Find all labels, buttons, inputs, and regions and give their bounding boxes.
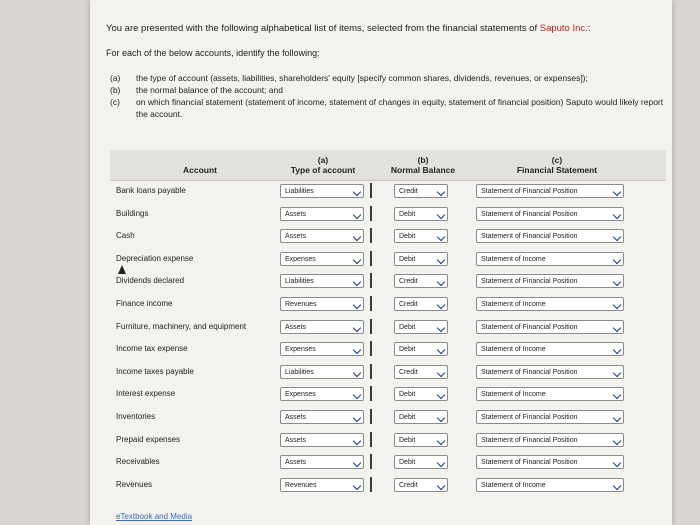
type-dropdown[interactable]: [280, 252, 364, 266]
type-dropdown[interactable]: [280, 320, 364, 334]
chevron-down-icon: [437, 210, 445, 218]
instruction-item: (a) the type of account (assets, liabilities, shareholders' equity [specify common shares, dividends, revenues, or expenses]);: [110, 73, 588, 83]
type-dropdown[interactable]: [280, 478, 364, 492]
mouse-cursor-icon: [118, 265, 126, 274]
statement-value: Statement of Income: [481, 255, 546, 263]
statement-value: Statement of Income: [481, 391, 546, 399]
type-value: Assets: [285, 323, 307, 331]
table-row: [110, 362, 666, 385]
subheading: For each of the below accounts, identify the following:: [106, 48, 320, 58]
table-row: [110, 226, 666, 249]
type-value: Liabilities: [285, 368, 314, 376]
column-divider: [370, 183, 372, 198]
type-value: Revenues: [285, 481, 317, 489]
account-name: Interest expense: [116, 389, 176, 399]
chevron-down-icon: [437, 256, 445, 264]
chevron-down-icon: [353, 436, 361, 444]
account-name: Income taxes payable: [116, 366, 194, 376]
column-divider: [370, 477, 372, 492]
account-name: Depreciation expense: [116, 253, 194, 263]
balance-value: Debit: [399, 413, 416, 421]
type-value: Expenses: [285, 346, 316, 354]
chevron-down-icon: [613, 481, 621, 489]
table-row: [110, 317, 666, 340]
table-row: [110, 475, 666, 498]
account-name: Prepaid expenses: [116, 434, 181, 444]
balance-value: Debit: [399, 323, 416, 331]
type-value: Assets: [285, 459, 307, 467]
statement-value: Statement of Financial Position: [481, 188, 578, 195]
chevron-down-icon: [353, 481, 361, 489]
type-value: Revenues: [285, 300, 317, 308]
chevron-down-icon: [353, 278, 361, 286]
chevron-down-icon: [437, 481, 445, 489]
balance-dropdown[interactable]: [394, 478, 448, 492]
statement-dropdown[interactable]: [476, 297, 624, 311]
chevron-down-icon: [353, 301, 361, 309]
balance-dropdown[interactable]: [394, 455, 448, 469]
statement-dropdown[interactable]: [476, 229, 624, 243]
balance-value: Credit: [399, 278, 418, 286]
table-row: [110, 384, 666, 407]
table-row: [110, 181, 666, 204]
company-name: Saputo Inc.: [539, 23, 588, 34]
table-row: [110, 294, 666, 317]
balance-dropdown[interactable]: [394, 184, 448, 198]
intro-text: You are presented with the following alphabetical list of items, selected from the financial statements of Saputo Inc.:: [106, 23, 591, 34]
balance-value: Debit: [399, 391, 416, 399]
chevron-down-icon: [437, 323, 445, 331]
statement-dropdown[interactable]: [476, 274, 624, 288]
balance-value: Debit: [399, 346, 416, 354]
statement-dropdown[interactable]: [476, 184, 624, 198]
chevron-down-icon: [353, 459, 361, 467]
type-dropdown[interactable]: [280, 207, 364, 221]
account-name: Dividends declared: [116, 276, 185, 286]
balance-dropdown[interactable]: [394, 252, 448, 266]
statement-dropdown[interactable]: [476, 455, 624, 469]
account-name: Finance income: [116, 298, 173, 308]
statement-dropdown[interactable]: [476, 478, 624, 492]
account-name: Revenues: [116, 479, 153, 489]
statement-value: Statement of Financial Position: [481, 368, 578, 376]
balance-value: Credit: [399, 368, 418, 376]
type-dropdown[interactable]: [280, 274, 364, 288]
balance-dropdown[interactable]: [394, 297, 448, 311]
chevron-down-icon: [353, 346, 361, 354]
statement-value: Statement of Financial Position: [481, 278, 578, 286]
column-divider: [370, 206, 372, 221]
statement-value: Statement of Financial Position: [481, 413, 578, 421]
type-value: Assets: [285, 413, 307, 421]
balance-dropdown[interactable]: [394, 387, 448, 401]
balance-value: Debit: [399, 459, 416, 467]
statement-value: Statement of Financial Position: [481, 233, 578, 241]
type-dropdown[interactable]: [280, 297, 364, 311]
column-divider: [370, 228, 372, 243]
column-divider: [370, 409, 372, 424]
header-balance: (b) Normal Balance: [390, 155, 456, 175]
answer-table: [110, 150, 666, 497]
account-name: Receivables: [116, 457, 160, 467]
type-dropdown[interactable]: [280, 365, 364, 379]
account-name: Inventories: [116, 411, 156, 421]
account-name: Income tax expense: [116, 344, 188, 354]
chevron-down-icon: [437, 414, 445, 422]
account-name: Buildings: [116, 208, 149, 218]
header-account: Account: [183, 165, 217, 175]
chevron-down-icon: [613, 256, 621, 264]
chevron-down-icon: [437, 278, 445, 286]
chevron-down-icon: [437, 369, 445, 377]
statement-value: Statement of Financial Position: [481, 459, 578, 467]
table-body: [110, 181, 666, 497]
balance-dropdown[interactable]: [394, 274, 448, 288]
chevron-down-icon: [613, 188, 621, 196]
type-value: Expenses: [285, 391, 316, 399]
table-row: [110, 271, 666, 294]
balance-value: Credit: [399, 188, 418, 195]
statement-value: Statement of Financial Position: [481, 436, 578, 444]
chevron-down-icon: [353, 256, 361, 264]
type-value: Liabilities: [285, 278, 314, 286]
chevron-down-icon: [353, 233, 361, 241]
column-divider: [370, 251, 372, 266]
instruction-item: (c) on which financial statement (statement of income, statement of changes in equity, statement of financial position) Saputo would likely report the account.: [110, 97, 664, 119]
type-value: Expenses: [285, 255, 316, 263]
type-value: Assets: [285, 436, 307, 444]
type-value: Assets: [285, 210, 307, 218]
table-row: [110, 249, 666, 272]
chevron-down-icon: [437, 346, 445, 354]
chevron-down-icon: [353, 188, 361, 196]
type-dropdown[interactable]: [280, 410, 364, 424]
column-divider: [370, 364, 372, 379]
instruction-item: (b) the normal balance of the account; and: [110, 85, 283, 95]
type-value: Liabilities: [285, 188, 314, 195]
statement-dropdown[interactable]: [476, 365, 624, 379]
question-panel: [90, 0, 672, 525]
chevron-down-icon: [613, 233, 621, 241]
statement-value: Statement of Income: [481, 300, 546, 308]
account-name: Cash: [116, 231, 135, 241]
chevron-down-icon: [613, 391, 621, 399]
table-row: [110, 204, 666, 227]
chevron-down-icon: [437, 188, 445, 196]
type-dropdown[interactable]: [280, 342, 364, 356]
balance-value: Debit: [399, 233, 416, 241]
chevron-down-icon: [613, 210, 621, 218]
table-row: [110, 430, 666, 453]
type-dropdown[interactable]: [280, 387, 364, 401]
statement-dropdown[interactable]: [476, 433, 624, 447]
column-divider: [370, 296, 372, 311]
balance-value: Debit: [399, 255, 416, 263]
chevron-down-icon: [613, 369, 621, 377]
chevron-down-icon: [437, 436, 445, 444]
chevron-down-icon: [613, 436, 621, 444]
balance-value: Credit: [399, 481, 418, 489]
table-header: [110, 150, 666, 181]
column-divider: [370, 432, 372, 447]
header-type: (a) Type of account: [290, 155, 356, 175]
type-value: Assets: [285, 233, 307, 241]
column-divider: [370, 454, 372, 469]
balance-dropdown[interactable]: [394, 342, 448, 356]
balance-value: Debit: [399, 436, 416, 444]
statement-dropdown[interactable]: [476, 320, 624, 334]
account-name: Bank loans payable: [116, 186, 186, 195]
table-row: [110, 339, 666, 362]
instruction-list: [110, 72, 665, 120]
chevron-down-icon: [353, 210, 361, 218]
statement-dropdown[interactable]: [476, 387, 624, 401]
table-row: [110, 452, 666, 475]
chevron-down-icon: [613, 301, 621, 309]
statement-value: Statement of Financial Position: [481, 323, 578, 331]
chevron-down-icon: [613, 278, 621, 286]
chevron-down-icon: [437, 459, 445, 467]
balance-dropdown[interactable]: [394, 229, 448, 243]
statement-value: Statement of Income: [481, 346, 546, 354]
column-divider: [370, 319, 372, 334]
balance-dropdown[interactable]: [394, 320, 448, 334]
statement-dropdown[interactable]: [476, 410, 624, 424]
account-name: Furniture, machinery, and equipment: [116, 321, 247, 331]
statement-dropdown[interactable]: [476, 252, 624, 266]
chevron-down-icon: [353, 323, 361, 331]
chevron-down-icon: [613, 414, 621, 422]
statement-value: Statement of Financial Position: [481, 210, 578, 218]
chevron-down-icon: [613, 459, 621, 467]
column-divider: [370, 341, 372, 356]
balance-value: Debit: [399, 210, 416, 218]
chevron-down-icon: [613, 346, 621, 354]
type-dropdown[interactable]: [280, 433, 364, 447]
etextbook-link[interactable]: eTextbook and Media: [116, 512, 193, 521]
column-divider: [370, 273, 372, 288]
type-dropdown[interactable]: [280, 455, 364, 469]
header-statement: (c) Financial Statement: [516, 155, 598, 175]
balance-dropdown[interactable]: [394, 207, 448, 221]
balance-dropdown[interactable]: [394, 365, 448, 379]
statement-dropdown[interactable]: [476, 207, 624, 221]
balance-dropdown[interactable]: [394, 433, 448, 447]
chevron-down-icon: [353, 391, 361, 399]
type-dropdown[interactable]: [280, 184, 364, 198]
statement-dropdown[interactable]: [476, 342, 624, 356]
balance-dropdown[interactable]: [394, 410, 448, 424]
chevron-down-icon: [437, 233, 445, 241]
chevron-down-icon: [353, 414, 361, 422]
chevron-down-icon: [437, 301, 445, 309]
table-row: [110, 407, 666, 430]
chevron-down-icon: [353, 369, 361, 377]
chevron-down-icon: [437, 391, 445, 399]
balance-value: Credit: [399, 300, 418, 308]
statement-value: Statement of Income: [481, 481, 546, 489]
column-divider: [370, 386, 372, 401]
chevron-down-icon: [613, 323, 621, 331]
type-dropdown[interactable]: [280, 229, 364, 243]
